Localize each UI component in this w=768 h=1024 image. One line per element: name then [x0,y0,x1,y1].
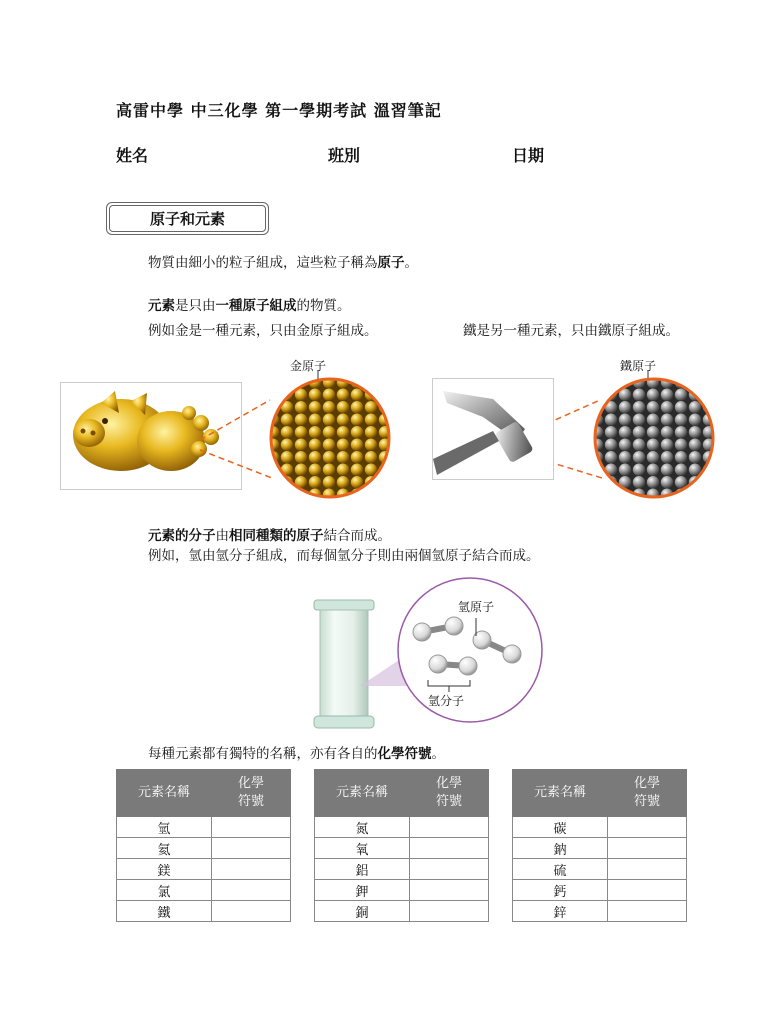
iron-atoms-zoom [590,376,718,500]
text: 。 [431,746,445,762]
hydrogen-molecule-label: 氫分子 [428,694,465,708]
header-element-name: 元素名稱 [315,770,410,817]
text: 由 [215,528,229,544]
element-name-cell: 氧 [315,838,410,859]
bold-term: 原子 [377,255,405,271]
text: 每種元素都有獨特的名稱，亦有各自的 [148,746,378,762]
hydrogen-atom-label: 氫原子 [458,600,495,614]
text: 物質由細小的粒子組成，這些粒子稱為 [148,255,378,271]
element-name-cell: 鈣 [513,880,608,901]
paragraph-iron-example: 鐵是另一種元素，只由鐵原子組成。 [463,323,679,339]
symbol-answer-cell[interactable] [608,817,687,838]
element-name-cell: 鉀 [315,880,410,901]
bold-term: 相同種類的原子 [229,528,324,544]
bold-term: 化學符號 [377,746,432,762]
element-table-2 [314,769,489,922]
header-chemical-symbol: 化學 符號 [212,770,291,817]
element-name-cell: 鈉 [513,838,608,859]
element-name-cell: 銅 [315,901,410,922]
name-label: 姓名 [116,146,149,165]
element-name-cell: 硫 [513,859,608,880]
element-name-cell: 鎂 [117,859,212,880]
symbol-answer-cell[interactable] [410,859,489,880]
symbol-answer-cell[interactable] [608,859,687,880]
paragraph-gold-example: 例如金是一種元素，只由金原子組成。 [148,323,378,339]
symbol-answer-cell[interactable] [410,901,489,922]
element-name-cell: 氫 [117,817,212,838]
symbol-answer-cell[interactable] [212,859,291,880]
paragraph-hydrogen-example: 例如，氫由氫分子組成，而每個氫分子則由兩個氫原子結合而成。 [148,548,540,564]
element-name-cell: 鋅 [513,901,608,922]
section-title: 原子和元素 [109,205,266,232]
element-name-cell: 鋁 [315,859,410,880]
bold-term: 元素的分子 [148,528,216,544]
hammer-image [433,379,553,479]
symbol-answer-cell[interactable] [608,880,687,901]
symbol-answer-cell[interactable] [410,838,489,859]
iron-atom-label: 鐵原子 [620,359,657,373]
element-name-cell: 碳 [513,817,608,838]
element-name-cell: 氮 [315,817,410,838]
symbol-answer-cell[interactable] [212,880,291,901]
class-label: 班別 [328,146,361,165]
element-table-3 [512,769,687,922]
bold-term: 一種原子組成 [215,298,297,314]
hydrogen-figure [300,576,550,736]
symbol-answer-cell[interactable] [608,901,687,922]
symbol-answer-cell[interactable] [608,838,687,859]
element-name-cell: 鐵 [117,901,212,922]
paragraph-chemical-symbols [148,744,445,764]
symbol-answer-cell[interactable] [410,817,489,838]
header-chemical-symbol: 化學 符號 [410,770,489,817]
header-element-name: 元素名稱 [117,770,212,817]
text: 的物質。 [296,298,351,314]
text: 。 [404,255,418,271]
text: 是只由 [175,298,216,314]
element-name-cell: 氦 [117,838,212,859]
symbol-answer-cell[interactable] [410,880,489,901]
hammer-photo [432,378,554,480]
text: 結合而成。 [323,528,391,544]
symbol-answer-cell[interactable] [212,838,291,859]
date-label: 日期 [512,146,545,165]
element-table-1 [116,769,291,922]
symbol-answer-cell[interactable] [212,901,291,922]
gold-atoms-zoom [266,376,394,500]
header-chemical-symbol: 化學 符號 [608,770,687,817]
gold-atom-label: 金原子 [290,359,327,373]
header-element-name: 元素名稱 [513,770,608,817]
element-name-cell: 氯 [117,880,212,901]
symbol-answer-cell[interactable] [212,817,291,838]
paragraph-element-molecule [148,526,391,546]
bold-term: 元素 [148,298,175,314]
page-title: 高雷中學 中三化學 第一學期考試 溫習筆記 [116,101,442,120]
